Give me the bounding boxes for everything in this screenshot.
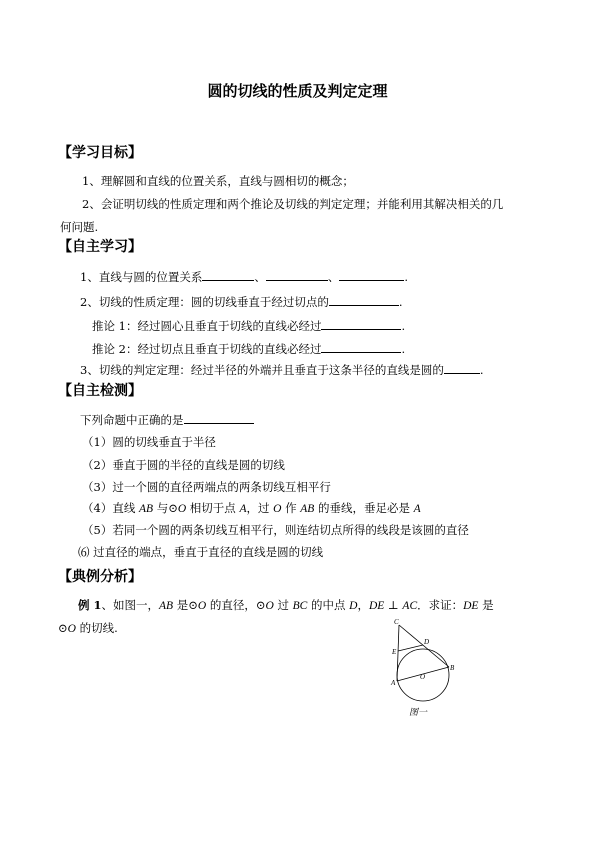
option-6: ⑹ 过直径的端点，垂直于直径的直线是圆的切线 xyxy=(78,545,324,559)
example-text: 是⊙ xyxy=(173,598,198,612)
option-4-text: （4）直线 xyxy=(82,501,139,515)
math-symbol: DE xyxy=(463,600,479,612)
segment-ac xyxy=(397,625,399,681)
goal-item-2: 2、会证明切线的性质定理和两个推论及切线的判定定理；并能利用其解决相关的几 xyxy=(82,197,504,211)
period: . xyxy=(401,319,406,333)
answer-blank[interactable] xyxy=(339,268,404,281)
goal-item-2-cont: 何问题. xyxy=(60,220,99,234)
math-symbol: D xyxy=(349,600,358,612)
self-study-item-2 xyxy=(80,293,402,310)
segment-bc xyxy=(399,625,449,667)
self-check-heading: 【自主检测】 xyxy=(58,383,142,399)
label-o: O xyxy=(420,673,426,681)
answer-blank[interactable] xyxy=(329,293,399,306)
option-2: （2）垂直于圆的半径的直线是圆的切线 xyxy=(82,458,285,472)
option-4-text: 作 xyxy=(281,501,301,515)
corollary-1-text: 推论 1：经过圆心且垂直于切线的直线必经过 xyxy=(92,319,322,333)
option-4-text: 的垂线，垂足必是 xyxy=(314,501,414,515)
label-b: B xyxy=(450,664,455,672)
answer-blank[interactable] xyxy=(266,268,328,281)
label-e: E xyxy=(392,648,397,656)
math-symbol: AC xyxy=(402,600,418,612)
answer-blank[interactable] xyxy=(202,268,254,281)
figure-caption: 图一 xyxy=(409,707,428,717)
math-symbol: AB xyxy=(300,503,315,515)
example-1-statement xyxy=(78,597,494,613)
math-symbol: AB xyxy=(159,600,174,612)
math-symbol: BC xyxy=(292,600,308,612)
example-text: 过 xyxy=(273,598,293,612)
answer-blank[interactable] xyxy=(184,411,254,424)
separator: 、 xyxy=(327,270,340,284)
math-symbol: A xyxy=(413,503,421,515)
goals-heading: 【学习目标】 xyxy=(58,145,142,161)
period: . xyxy=(479,363,484,377)
option-4 xyxy=(82,500,421,516)
math-symbol: O xyxy=(273,503,282,515)
option-1: （1）圆的切线垂直于半径 xyxy=(82,435,216,449)
math-symbol: DE xyxy=(368,600,385,612)
example-text: ， xyxy=(357,598,369,612)
example-text: 的中点 xyxy=(307,598,350,612)
example-text: ．求证： xyxy=(417,598,464,612)
self-study-heading: 【自主学习】 xyxy=(58,239,142,255)
corollary-2-text: 推论 2：经过切点且垂直于切线的直线必经过 xyxy=(92,342,322,356)
answer-blank[interactable] xyxy=(321,340,401,353)
corollary-1 xyxy=(92,317,405,334)
example-heading: 【典例分析】 xyxy=(58,569,142,585)
example-text: 的直径，⊙ xyxy=(206,598,266,612)
self-study-item-1 xyxy=(80,268,408,285)
example-label: 例 1 xyxy=(78,598,102,612)
item-1-text: 1、直线与圆的位置关系 xyxy=(80,270,203,284)
example-text: ⊙ xyxy=(58,621,68,635)
answer-blank[interactable] xyxy=(321,317,401,330)
math-symbol: A xyxy=(239,503,247,515)
example-text: ⊥ xyxy=(384,598,403,612)
example-1-statement-cont xyxy=(58,620,118,636)
period: . xyxy=(404,270,408,284)
page-title: 圆的切线的性质及判定定理 xyxy=(207,82,388,100)
period: . xyxy=(401,342,406,356)
math-symbol: O xyxy=(265,600,274,612)
option-3: （3）过一个圆的直径两端点的两条切线互相平行 xyxy=(82,480,331,494)
math-symbol: O xyxy=(67,623,76,635)
option-4-text: 与⊙ xyxy=(153,501,178,515)
item-3-text: 3、切线的判定定理：经过半径的外端并且垂直于这条半径的直线是圆的 xyxy=(80,363,444,377)
example-text: 的切线. xyxy=(75,621,118,635)
corollary-2 xyxy=(92,340,405,357)
math-symbol: O xyxy=(177,503,187,515)
prompt-text: 下列命题中正确的是 xyxy=(80,413,184,427)
math-symbol: O xyxy=(197,600,207,612)
option-4-text: ，过 xyxy=(246,501,274,515)
label-d: D xyxy=(424,638,430,646)
self-study-item-3 xyxy=(80,361,483,378)
option-5: （5）若同一个圆的两条切线互相平行，则连结切点所得的线段是该圆的直径 xyxy=(82,523,469,537)
example-text: 、如图一， xyxy=(101,598,160,612)
geometry-figure xyxy=(385,615,465,720)
period: . xyxy=(398,295,403,309)
option-4-text: 相切于点 xyxy=(186,501,240,515)
item-2-text: 2、切线的性质定理：圆的切线垂直于经过切点的 xyxy=(80,295,329,309)
goal-item-1: 1、理解圆和直线的位置关系，直线与圆相切的概念； xyxy=(82,174,354,188)
math-symbol: AB xyxy=(138,503,154,515)
separator: 、 xyxy=(254,270,266,284)
label-a: A xyxy=(391,679,396,687)
label-c: C xyxy=(394,618,399,626)
example-text: 是 xyxy=(478,598,494,612)
self-check-prompt xyxy=(80,411,254,428)
answer-blank[interactable] xyxy=(444,361,480,374)
segment-de xyxy=(398,645,423,651)
